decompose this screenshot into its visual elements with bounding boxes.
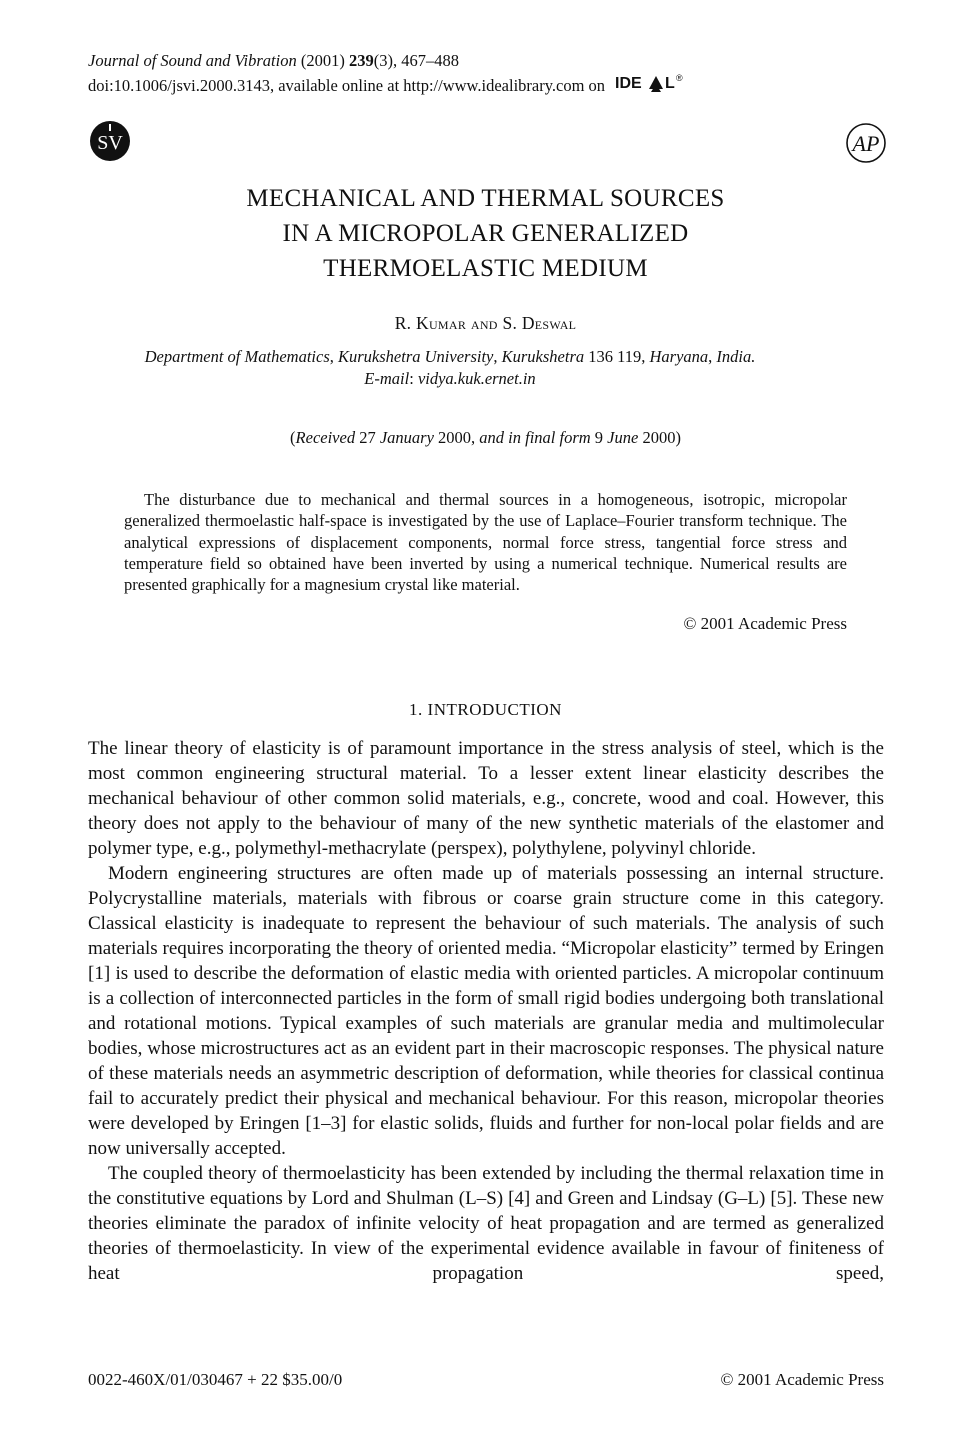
- paragraph: The coupled theory of thermoelasticity has been extended by including the thermal relaxation time in the constitutive equations by Lord and Shulman (L–S) [4] and Green and Lindsay (G–L) [5]. These new theories eliminate the paradox of infinite velocity of heat propagation and are termed as generalized theories of thermoelasticity. In view of the experimental evidence available in favour of finiteness of heat propagation speed,: [88, 1163, 884, 1284]
- journal-issue-pages: (3), 467–488: [373, 51, 459, 70]
- doi-line: [88, 72, 687, 97]
- journal-volume: 239: [348, 51, 374, 70]
- author-list: [0, 313, 971, 334]
- svg-text:SV: SV: [97, 132, 123, 154]
- paragraph: The linear theory of elasticity is of paramount importance in the stress analysis of steel, which is the most common engineering structural material. To a lesser extent linear elasticity describes the mechanical behaviour of other common solid materials, e.g., concrete, wood and coal. However, this theory does not apply to the behaviour of many of the new synthetic materials of the elastomer and polymer type, e.g., polymethyl-methacrylate (perspex), polythylene, polyvinyl chloride.: [88, 738, 884, 859]
- doi-text: doi:10.1006/jsvi.2000.3143, available online at http://www.idealibrary.com on: [88, 76, 606, 95]
- journal-year: (2001): [300, 51, 345, 70]
- affiliation-line: Department of Mathematics, Kurukshetra University, Kurukshetra 136 119, Haryana, India.: [144, 347, 756, 366]
- ap-publisher-logo-icon: [845, 122, 887, 164]
- svg-text:AP: AP: [852, 131, 880, 156]
- ideal-logo-icon: [615, 72, 687, 94]
- paragraph: Modern engineering structures are often made up of materials possessing an internal structure. Polycrystalline materials, materials with fibrous or coarse grain structure come in this category. Classical elasticity is inadequate to represent the behaviour of such materials. The analysis of such materials requires incorporating the theory of oriented media. “Micropolar elasticity” termed by Eringen [1] is used to describe the deformation of elastic media with oriented particles. A micropolar continuum is a collection of interconnected particles in the form of small rigid bodies undergoing both translational and rotational motions. Typical examples of such materials are granular media and multimolecular bodies, whose microstructures act as an evident part in their macroscopic responses. The physical nature of these materials needs an asymmetric description of deformation, while theories for classical continua fail to accurately predict their physical and mechanical behaviour. For this reason, micropolar theories were developed by Eringen [1–3] for elastic solids, fluids and further for non-local polar fields and are now universally accepted.: [88, 863, 884, 1159]
- footer-copyright: © 2001 Academic Press: [720, 1370, 884, 1389]
- svg-text:®: ®: [676, 73, 683, 83]
- body-text: [88, 736, 884, 1286]
- author-2: S. Deswal: [502, 313, 577, 333]
- author-1: R. Kumar: [394, 313, 467, 333]
- sv-publisher-logo-icon: [89, 120, 131, 162]
- svg-text:IDE: IDE: [615, 75, 642, 92]
- abstract-text: The disturbance due to mechanical and thermal sources in a homogeneous, isotropic, micropolar generalized thermoelastic half-space is investigated by the use of Laplace–Fourier transform technique. The analytical expressions of displacement components, normal force stress, tangential force stress and temperature field so obtained have been inverted by using a numerical technique. Numerical results are presented graphically for a magnesium crystal like material.: [124, 490, 847, 595]
- journal-header: [88, 50, 687, 97]
- email-label: E-mail: [364, 369, 410, 388]
- received-dates: (Received 27 January 2000, and in final form 9 June 2000): [290, 428, 681, 447]
- title-line: THERMOELASTIC MEDIUM: [323, 255, 648, 282]
- abstract: [124, 489, 847, 595]
- citation-line: [88, 50, 687, 72]
- journal-name: Journal of Sound and Vibration: [88, 51, 297, 70]
- email-address[interactable]: vidya.kuk.ernet.in: [417, 369, 536, 388]
- paper-title: [0, 181, 971, 286]
- email-line: E-mail: vidya.kuk.ernet.in: [364, 369, 536, 388]
- footer-issn: 0022-460X/01/030467 + 22 $35.00/0: [88, 1370, 343, 1389]
- title-line: IN A MICROPOLAR GENERALIZED: [282, 220, 689, 247]
- title-line: MECHANICAL AND THERMAL SOURCES: [246, 185, 725, 212]
- section-heading: 1. INTRODUCTION: [409, 700, 562, 719]
- abstract-copyright: © 2001 Academic Press: [683, 614, 847, 633]
- affiliation: [0, 346, 900, 390]
- svg-text:L: L: [665, 75, 675, 92]
- author-conjunction: and: [470, 313, 498, 333]
